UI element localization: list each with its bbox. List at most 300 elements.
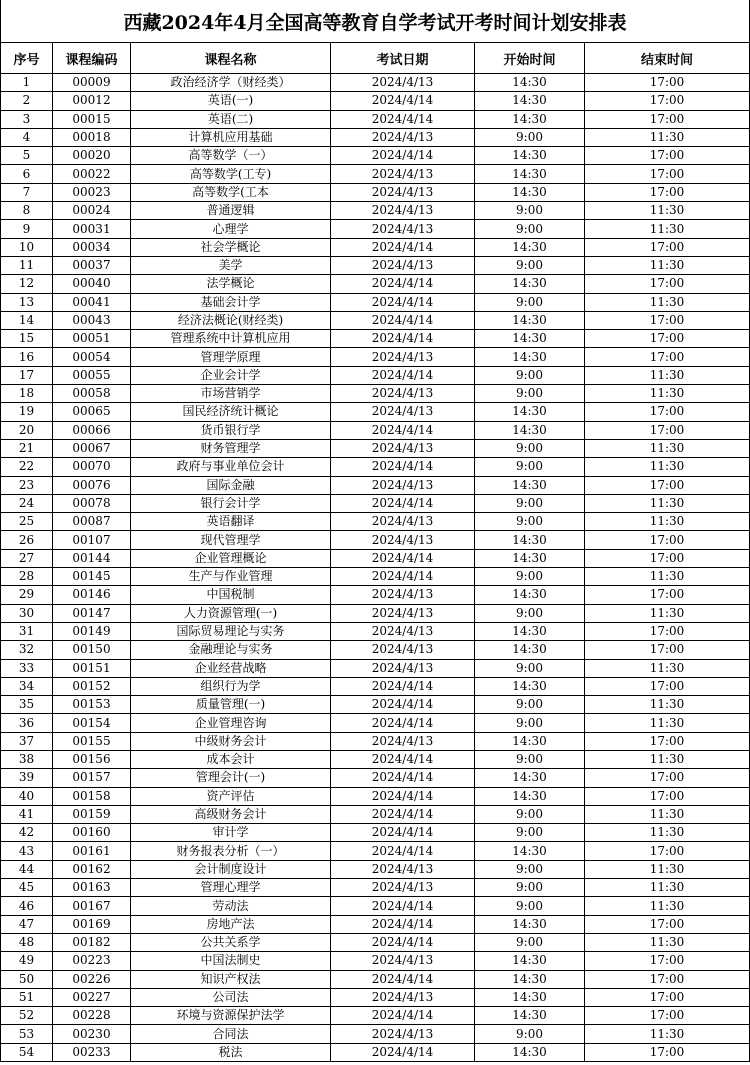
cell-exam-date: 2024/4/14 [331,147,475,165]
table-row [1,604,750,622]
cell-index: 16 [1,348,53,366]
cell-course-code: 00151 [53,659,131,677]
cell-course-code: 00150 [53,641,131,659]
cell-end-time: 11:30 [585,439,750,457]
cell-index: 47 [1,915,53,933]
cell-start-time: 14:30 [475,238,585,256]
cell-exam-date: 2024/4/13 [331,641,475,659]
cell-course-name: 经济法概论(财经类) [131,311,331,329]
cell-course-name: 现代管理学 [131,531,331,549]
cell-index: 53 [1,1025,53,1043]
table-row [1,183,750,201]
cell-course-name: 普通逻辑 [131,202,331,220]
cell-course-code: 00037 [53,256,131,274]
table-row [1,933,750,951]
cell-end-time: 17:00 [585,842,750,860]
cell-exam-date: 2024/4/14 [331,458,475,476]
cell-course-code: 00154 [53,714,131,732]
cell-course-name: 质量管理(一) [131,696,331,714]
cell-index: 19 [1,403,53,421]
cell-course-name: 财务管理学 [131,439,331,457]
cell-course-code: 00015 [53,110,131,128]
cell-end-time: 17:00 [585,787,750,805]
cell-course-code: 00012 [53,92,131,110]
cell-course-code: 00041 [53,293,131,311]
cell-course-code: 00163 [53,879,131,897]
cell-index: 12 [1,275,53,293]
cell-course-name: 合同法 [131,1025,331,1043]
cell-course-code: 00157 [53,769,131,787]
cell-end-time: 17:00 [585,183,750,201]
table-row [1,147,750,165]
cell-course-name: 政治经济学（财经类） [131,74,331,92]
cell-start-time: 9:00 [475,1025,585,1043]
cell-end-time: 11:30 [585,293,750,311]
cell-course-name: 组织行为学 [131,677,331,695]
cell-start-time: 14:30 [475,74,585,92]
cell-start-time: 9:00 [475,220,585,238]
cell-index: 36 [1,714,53,732]
cell-course-name: 管理心理学 [131,879,331,897]
cell-exam-date: 2024/4/14 [331,275,475,293]
cell-start-time: 14:30 [475,92,585,110]
cell-course-name: 财务报表分析（一） [131,842,331,860]
cell-index: 39 [1,769,53,787]
cell-start-time: 9:00 [475,750,585,768]
cell-index: 13 [1,293,53,311]
cell-index: 2 [1,92,53,110]
cell-index: 22 [1,458,53,476]
column-header-end-time: 结束时间 [585,43,750,74]
table-row [1,513,750,531]
cell-course-code: 00227 [53,988,131,1006]
cell-exam-date: 2024/4/14 [331,494,475,512]
cell-exam-date: 2024/4/13 [331,439,475,457]
cell-index: 37 [1,732,53,750]
cell-end-time: 17:00 [585,586,750,604]
cell-course-code: 00043 [53,311,131,329]
table-row [1,421,750,439]
table-row [1,952,750,970]
cell-index: 18 [1,385,53,403]
cell-exam-date: 2024/4/14 [331,293,475,311]
cell-start-time: 9:00 [475,568,585,586]
cell-index: 49 [1,952,53,970]
cell-course-name: 高等数学(工专) [131,165,331,183]
cell-index: 30 [1,604,53,622]
cell-index: 11 [1,256,53,274]
cell-start-time: 14:30 [475,348,585,366]
cell-course-name: 计算机应用基础 [131,128,331,146]
cell-course-code: 00145 [53,568,131,586]
cell-start-time: 14:30 [475,403,585,421]
cell-exam-date: 2024/4/13 [331,348,475,366]
cell-start-time: 9:00 [475,293,585,311]
cell-exam-date: 2024/4/13 [331,385,475,403]
cell-course-code: 00070 [53,458,131,476]
cell-course-name: 环境与资源保护法学 [131,1007,331,1025]
cell-course-name: 高等数学（一） [131,147,331,165]
cell-exam-date: 2024/4/13 [331,403,475,421]
cell-course-name: 社会学概论 [131,238,331,256]
cell-index: 34 [1,677,53,695]
cell-start-time: 9:00 [475,366,585,384]
cell-end-time: 17:00 [585,311,750,329]
cell-exam-date: 2024/4/14 [331,769,475,787]
cell-start-time: 14:30 [475,311,585,329]
cell-end-time: 11:30 [585,805,750,823]
column-header-course-name: 课程名称 [131,43,331,74]
cell-course-code: 00147 [53,604,131,622]
cell-course-name: 管理系统中计算机应用 [131,330,331,348]
cell-start-time: 9:00 [475,494,585,512]
cell-exam-date: 2024/4/14 [331,92,475,110]
cell-index: 1 [1,74,53,92]
cell-index: 42 [1,824,53,842]
table-row [1,915,750,933]
cell-course-name: 市场营销学 [131,385,331,403]
table-row [1,476,750,494]
cell-course-code: 00031 [53,220,131,238]
table-row [1,366,750,384]
cell-course-code: 00018 [53,128,131,146]
cell-end-time: 17:00 [585,275,750,293]
cell-index: 50 [1,970,53,988]
cell-end-time: 11:30 [585,568,750,586]
column-header-course-code: 课程编码 [53,43,131,74]
cell-end-time: 17:00 [585,110,750,128]
cell-index: 6 [1,165,53,183]
cell-index: 48 [1,933,53,951]
cell-exam-date: 2024/4/13 [331,860,475,878]
cell-exam-date: 2024/4/14 [331,311,475,329]
cell-course-code: 00167 [53,897,131,915]
cell-start-time: 9:00 [475,933,585,951]
cell-start-time: 14:30 [475,165,585,183]
cell-start-time: 14:30 [475,732,585,750]
cell-course-code: 00233 [53,1043,131,1061]
table-row [1,110,750,128]
table-body [1,74,750,1062]
table-row [1,750,750,768]
cell-course-code: 00161 [53,842,131,860]
table-row [1,348,750,366]
cell-start-time: 9:00 [475,860,585,878]
table-row [1,385,750,403]
cell-course-name: 成本会计 [131,750,331,768]
cell-end-time: 17:00 [585,403,750,421]
cell-course-name: 税法 [131,1043,331,1061]
cell-end-time: 11:30 [585,385,750,403]
table-row [1,1025,750,1043]
cell-course-code: 00107 [53,531,131,549]
cell-end-time: 11:30 [585,494,750,512]
cell-end-time: 11:30 [585,458,750,476]
table-row [1,293,750,311]
cell-course-name: 公共关系学 [131,933,331,951]
cell-index: 44 [1,860,53,878]
cell-course-code: 00065 [53,403,131,421]
cell-exam-date: 2024/4/13 [331,165,475,183]
cell-end-time: 11:30 [585,714,750,732]
cell-start-time: 9:00 [475,458,585,476]
cell-course-code: 00067 [53,439,131,457]
cell-exam-date: 2024/4/13 [331,74,475,92]
cell-end-time: 17:00 [585,915,750,933]
cell-end-time: 11:30 [585,860,750,878]
cell-course-name: 美学 [131,256,331,274]
cell-course-code: 00087 [53,513,131,531]
cell-start-time: 14:30 [475,110,585,128]
cell-course-code: 00076 [53,476,131,494]
cell-start-time: 14:30 [475,549,585,567]
cell-start-time: 14:30 [475,952,585,970]
cell-start-time: 14:30 [475,641,585,659]
cell-course-name: 英语翻译 [131,513,331,531]
cell-course-code: 00034 [53,238,131,256]
cell-course-code: 00058 [53,385,131,403]
cell-exam-date: 2024/4/14 [331,549,475,567]
cell-course-name: 中国法制史 [131,952,331,970]
cell-end-time: 11:30 [585,513,750,531]
table-row [1,330,750,348]
cell-start-time: 14:30 [475,769,585,787]
cell-course-name: 管理学原理 [131,348,331,366]
column-header-index: 序号 [1,43,53,74]
table-row [1,787,750,805]
cell-start-time: 9:00 [475,879,585,897]
cell-course-code: 00078 [53,494,131,512]
table-row [1,74,750,92]
cell-course-name: 企业经营战略 [131,659,331,677]
cell-course-name: 中级财务会计 [131,732,331,750]
cell-exam-date: 2024/4/13 [331,128,475,146]
cell-index: 23 [1,476,53,494]
cell-start-time: 9:00 [475,714,585,732]
cell-exam-date: 2024/4/14 [331,933,475,951]
cell-end-time: 17:00 [585,74,750,92]
cell-course-code: 00023 [53,183,131,201]
cell-course-name: 基础会计学 [131,293,331,311]
cell-index: 54 [1,1043,53,1061]
table-row [1,879,750,897]
table-row [1,659,750,677]
cell-end-time: 11:30 [585,659,750,677]
table-row [1,1007,750,1025]
cell-start-time: 14:30 [475,1043,585,1061]
cell-exam-date: 2024/4/13 [331,202,475,220]
cell-index: 9 [1,220,53,238]
cell-course-name: 国际贸易理论与实务 [131,622,331,640]
cell-start-time: 14:30 [475,531,585,549]
cell-end-time: 17:00 [585,952,750,970]
cell-exam-date: 2024/4/14 [331,787,475,805]
cell-course-name: 房地产法 [131,915,331,933]
table-row [1,842,750,860]
cell-course-code: 00230 [53,1025,131,1043]
cell-index: 33 [1,659,53,677]
cell-course-code: 00146 [53,586,131,604]
table-row [1,403,750,421]
cell-start-time: 14:30 [475,275,585,293]
cell-index: 28 [1,568,53,586]
table-row [1,92,750,110]
cell-course-code: 00144 [53,549,131,567]
cell-course-code: 00024 [53,202,131,220]
cell-index: 15 [1,330,53,348]
table-row [1,732,750,750]
cell-end-time: 17:00 [585,1043,750,1061]
table-row [1,568,750,586]
cell-course-name: 银行会计学 [131,494,331,512]
cell-exam-date: 2024/4/13 [331,732,475,750]
cell-start-time: 14:30 [475,586,585,604]
cell-start-time: 9:00 [475,659,585,677]
cell-end-time: 11:30 [585,879,750,897]
table-row [1,256,750,274]
cell-start-time: 9:00 [475,385,585,403]
cell-exam-date: 2024/4/13 [331,1025,475,1043]
cell-index: 43 [1,842,53,860]
cell-end-time: 11:30 [585,366,750,384]
cell-end-time: 17:00 [585,988,750,1006]
table-row [1,549,750,567]
table-row [1,860,750,878]
cell-end-time: 17:00 [585,421,750,439]
cell-start-time: 14:30 [475,1007,585,1025]
cell-start-time: 9:00 [475,696,585,714]
cell-course-code: 00160 [53,824,131,842]
title-row [1,0,750,43]
cell-exam-date: 2024/4/13 [331,604,475,622]
cell-exam-date: 2024/4/14 [331,330,475,348]
table-row [1,824,750,842]
cell-course-name: 人力资源管理(一) [131,604,331,622]
cell-start-time: 9:00 [475,604,585,622]
cell-course-name: 高级财务会计 [131,805,331,823]
cell-exam-date: 2024/4/13 [331,531,475,549]
cell-course-code: 00228 [53,1007,131,1025]
cell-end-time: 11:30 [585,202,750,220]
table-row [1,439,750,457]
cell-course-code: 00051 [53,330,131,348]
cell-index: 10 [1,238,53,256]
cell-exam-date: 2024/4/13 [331,952,475,970]
column-header-exam-date: 考试日期 [331,43,475,74]
cell-course-code: 00162 [53,860,131,878]
cell-course-name: 资产评估 [131,787,331,805]
cell-course-name: 企业会计学 [131,366,331,384]
cell-exam-date: 2024/4/13 [331,183,475,201]
cell-exam-date: 2024/4/14 [331,970,475,988]
cell-exam-date: 2024/4/14 [331,366,475,384]
cell-end-time: 17:00 [585,1007,750,1025]
cell-index: 29 [1,586,53,604]
cell-course-code: 00226 [53,970,131,988]
cell-course-name: 金融理论与实务 [131,641,331,659]
cell-end-time: 17:00 [585,348,750,366]
cell-start-time: 14:30 [475,622,585,640]
cell-end-time: 17:00 [585,531,750,549]
cell-index: 14 [1,311,53,329]
cell-start-time: 9:00 [475,897,585,915]
cell-index: 7 [1,183,53,201]
cell-course-name: 货币银行学 [131,421,331,439]
cell-index: 26 [1,531,53,549]
table-row [1,531,750,549]
table-row [1,805,750,823]
cell-end-time: 11:30 [585,897,750,915]
cell-start-time: 14:30 [475,476,585,494]
cell-course-code: 00158 [53,787,131,805]
cell-exam-date: 2024/4/14 [331,897,475,915]
cell-exam-date: 2024/4/13 [331,622,475,640]
cell-index: 24 [1,494,53,512]
cell-end-time: 17:00 [585,165,750,183]
cell-index: 52 [1,1007,53,1025]
cell-exam-date: 2024/4/13 [331,586,475,604]
cell-end-time: 17:00 [585,549,750,567]
cell-exam-date: 2024/4/14 [331,677,475,695]
cell-end-time: 17:00 [585,769,750,787]
table-row [1,714,750,732]
cell-exam-date: 2024/4/13 [331,513,475,531]
cell-course-name: 会计制度设计 [131,860,331,878]
cell-end-time: 17:00 [585,970,750,988]
cell-exam-date: 2024/4/13 [331,476,475,494]
cell-start-time: 14:30 [475,842,585,860]
cell-index: 35 [1,696,53,714]
cell-index: 51 [1,988,53,1006]
cell-course-name: 国际金融 [131,476,331,494]
cell-end-time: 17:00 [585,147,750,165]
cell-course-code: 00182 [53,933,131,951]
cell-course-name: 法学概论 [131,275,331,293]
cell-course-code: 00020 [53,147,131,165]
table-row [1,238,750,256]
header-row [1,43,750,74]
cell-start-time: 9:00 [475,202,585,220]
cell-course-code: 00223 [53,952,131,970]
cell-index: 40 [1,787,53,805]
cell-start-time: 14:30 [475,787,585,805]
cell-course-name: 国民经济统计概论 [131,403,331,421]
cell-index: 32 [1,641,53,659]
cell-end-time: 11:30 [585,696,750,714]
cell-course-name: 知识产权法 [131,970,331,988]
cell-exam-date: 2024/4/13 [331,659,475,677]
cell-start-time: 14:30 [475,988,585,1006]
cell-end-time: 17:00 [585,732,750,750]
cell-start-time: 9:00 [475,805,585,823]
cell-index: 5 [1,147,53,165]
cell-course-code: 00054 [53,348,131,366]
cell-end-time: 11:30 [585,933,750,951]
cell-index: 8 [1,202,53,220]
cell-exam-date: 2024/4/14 [331,805,475,823]
cell-course-code: 00066 [53,421,131,439]
cell-start-time: 9:00 [475,439,585,457]
cell-end-time: 11:30 [585,824,750,842]
cell-course-name: 英语(二) [131,110,331,128]
cell-course-code: 00153 [53,696,131,714]
cell-course-code: 00159 [53,805,131,823]
cell-start-time: 14:30 [475,183,585,201]
cell-exam-date: 2024/4/13 [331,879,475,897]
cell-exam-date: 2024/4/14 [331,1043,475,1061]
cell-end-time: 11:30 [585,128,750,146]
table-row [1,275,750,293]
